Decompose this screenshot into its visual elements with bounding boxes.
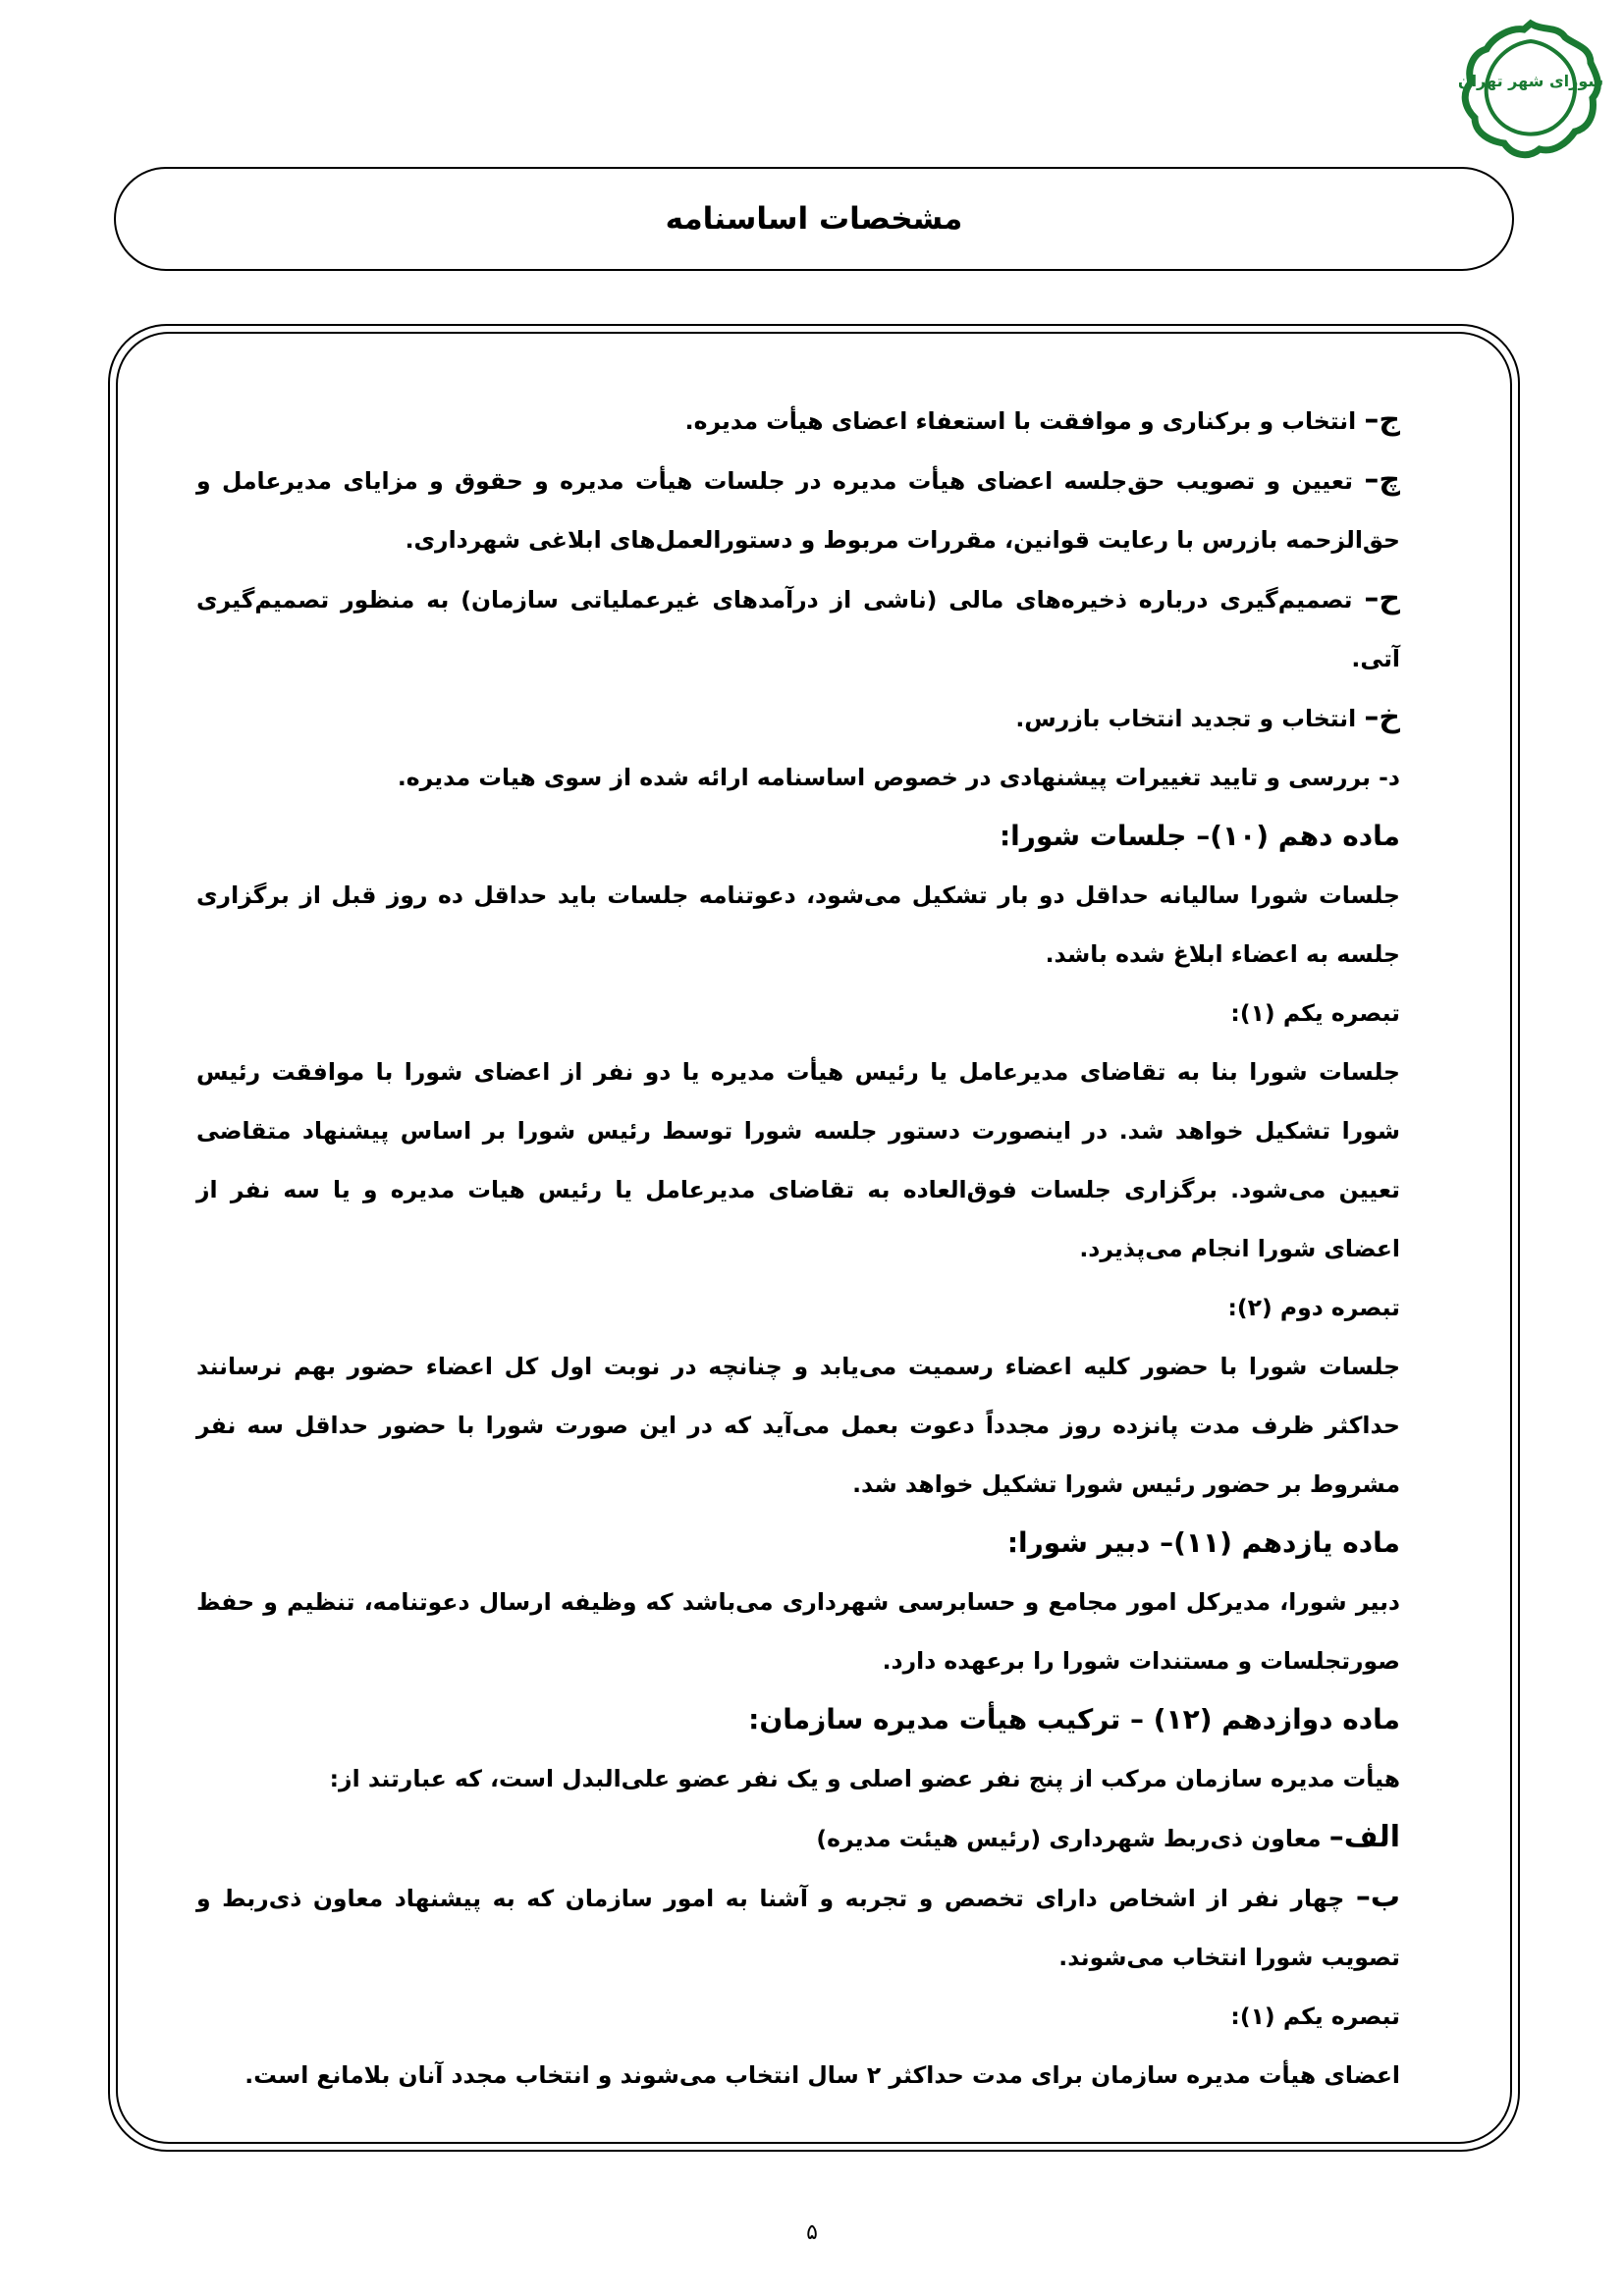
article11-heading: ماده یازدهم (۱۱)– دبیر شورا: [1006, 1526, 1400, 1559]
article12-item-be [196, 1868, 1400, 1987]
article10-note2-text: جلسات شورا با حضور کلیه اعضاء رسمیت می‌یابد و چنانچه در نوبت اول کل اعضاء حضور بهم نرسانند حداکثر ظرف مدت پانزده روز مجدداً دعوت بعمل می‌آید که در این صورت شورا با حضور حداقل سه نفر مشروط بر حضور رئیس شورا تشکیل خواهد شد. [196, 1353, 1400, 1498]
article10-note2-heading: تبصره دوم (۲): [1227, 1294, 1400, 1321]
item-jim [196, 391, 1400, 451]
item-he [196, 569, 1400, 688]
item-text: معاون ذی‌ربط شهرداری (رئیس هیئت مدیره) [816, 1825, 1329, 1852]
item-lead: الف– [1328, 1820, 1400, 1854]
item-text: تعیین و تصویب حق‌جلسه اعضای هیأت مدیره در جلسات هیأت مدیره و حقوق و مزایای مدیرعامل و حق‌الزحمه بازرس با رعایت قوانین، مقررات مربوط و دستورالعمل‌های ابلاغی شهرداری. [196, 467, 1400, 554]
item-lead: ب– [1355, 1880, 1400, 1914]
article10-note1-text: جلسات شورا بنا به تقاضای مدیرعامل یا رئیس هیأت مدیره یا دو نفر از اعضای شورا با موافقت رئیس شورا تشکیل خواهد شد. در اینصورت دستور جلسه شورا توسط رئیس شورا بر اساس پیشنهاد متقاضی تعیین می‌شود. برگزاری جلسات فوق‌العاده به تقاضای مدیرعامل یا رئیس هیات مدیره و یا سه نفر از اعضای شورا انجام می‌پذیرد. [196, 1058, 1400, 1262]
article10-note1-heading: تبصره یکم (۱): [1230, 999, 1400, 1027]
article12-heading: ماده دوازدهم (۱۲) – ترکیب هیأت مدیره سازمان: [748, 1703, 1400, 1735]
tehran-municipality-emblem-icon [1459, 18, 1602, 161]
page-number: ۵ [806, 2220, 818, 2245]
item-lead: چ– [1364, 462, 1400, 497]
item-lead: خ– [1364, 700, 1400, 734]
article10-text: جلسات شورا سالیانه حداقل دو بار تشکیل می‌شود، دعوتنامه جلسات باید حداقل ده روز قبل از برگزاری جلسه به اعضاء ابلاغ شده باشد. [196, 881, 1400, 968]
item-text: انتخاب و برکناری و موافقت با استعفاء اعضای هیأت مدیره. [684, 407, 1365, 435]
item-che [196, 451, 1400, 569]
article12-note1-heading: تبصره یکم (۱): [1230, 2002, 1400, 2030]
item-khe [196, 688, 1400, 748]
article10-heading: ماده دهم (۱۰)– جلسات شورا: [999, 820, 1400, 852]
article12-item-alef [196, 1808, 1400, 1868]
document-body [196, 391, 1400, 2105]
item-text: تصمیم‌گیری درباره ذخیره‌های مالی (ناشی از درآمدهای غیرعملیاتی سازمان) به منظور تصمیم‌گیری آتی. [196, 586, 1400, 672]
item-dal: د- بررسی و تایید تغییرات پیشنهادی در خصوص اساسنامه ارائه شده از سوی هیات مدیره. [397, 764, 1400, 791]
item-text: انتخاب و تجدید انتخاب بازرس. [1015, 705, 1365, 732]
item-text: چهار نفر از اشخاص دارای تخصص و تجربه و آشنا به امور سازمان که به پیشنهاد معاون ذی‌ربط و تصویب شورا انتخاب می‌شوند. [196, 1885, 1400, 1971]
item-lead: ج– [1364, 402, 1400, 437]
logo-text: شورای شهر تهران [1459, 72, 1602, 90]
article11-text: دبیر شورا، مدیرکل امور مجامع و حسابرسی شهرداری می‌باشد که وظیفه ارسال دعوتنامه، تنظیم و حفظ صورتجلسات و مستندات شورا را برعهده دارد. [196, 1588, 1400, 1675]
page-title-box [114, 167, 1514, 271]
article12-note1-text: اعضای هیأت مدیره سازمان برای مدت حداکثر ۲ سال انتخاب می‌شوند و انتخاب مجدد آنان بلامانع است. [244, 2061, 1400, 2089]
page-title: مشخصات اساسنامه [665, 201, 963, 237]
item-lead: ح– [1364, 581, 1400, 615]
article12-text: هیأت مدیره سازمان مرکب از پنج نفر عضو اصلی و یک نفر عضو علی‌البدل است، که عبارتند از: [329, 1765, 1400, 1792]
